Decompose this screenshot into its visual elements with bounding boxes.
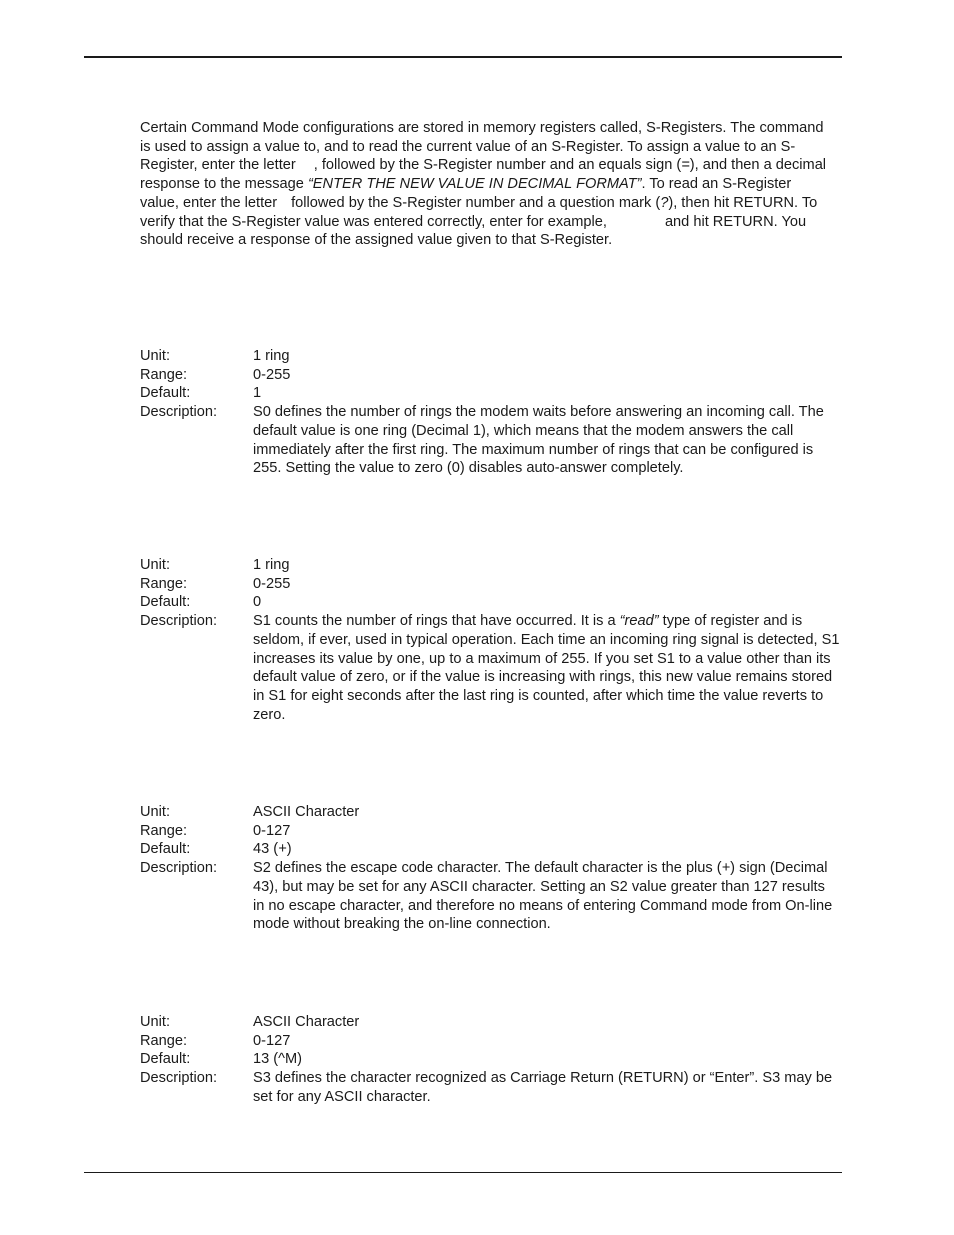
range-value: 0-255 <box>253 366 291 383</box>
header-rule <box>84 56 842 58</box>
footer-rule <box>84 1172 842 1173</box>
unit-value: 1 ring <box>253 557 290 573</box>
default-value: 1 <box>253 385 262 402</box>
default-value: 0 <box>253 594 262 611</box>
description-label: Description: <box>140 860 218 877</box>
register-s2 <box>140 803 840 934</box>
unit-label: Unit: <box>140 804 171 820</box>
default-value: 43 (+) <box>253 841 292 858</box>
range-label: Range: <box>140 822 188 839</box>
default-value: 13 (^M) <box>253 1051 303 1068</box>
default-label: Default: <box>140 385 191 402</box>
description-text: S3 defines the character recognized as Carriage Return (RETURN) or “Enter”. S3 may be set for any ASCII character. <box>253 1070 833 1105</box>
range-value: 0-127 <box>253 1032 291 1049</box>
range-value: 0-255 <box>253 575 291 592</box>
default-label: Default: <box>140 1051 191 1068</box>
range-label: Range: <box>140 1032 188 1049</box>
description-label: Description: <box>140 404 218 421</box>
description-text: S0 defines the number of rings the modem waits before answering an incoming call. The default value is one ring (Decimal 1), which means that the modem answers the call immediately after the first ring. The maximum number of rings that can be configured is 255. Setting the value to zero (0) disables auto-answer completely. <box>253 404 824 477</box>
register-s0 <box>140 347 840 478</box>
range-label: Range: <box>140 575 188 592</box>
description-label: Description: <box>140 1070 218 1087</box>
unit-value: ASCII Character <box>253 804 360 820</box>
register-s3 <box>140 1013 840 1107</box>
unit-label: Unit: <box>140 348 171 364</box>
unit-value: 1 ring <box>253 348 290 364</box>
description-text: S2 defines the escape code character. The default character is the plus (+) sign (Decimal 43), but may be set for any ASCII character. Setting an S2 value greater than 127 results in no escape character, and therefore no means of entering Command mode from On-line mode without breaking the on-line connection. <box>253 860 833 933</box>
unit-label: Unit: <box>140 1014 171 1030</box>
range-value: 0-127 <box>253 822 291 839</box>
default-label: Default: <box>140 841 191 858</box>
unit-label: Unit: <box>140 557 171 573</box>
unit-value: ASCII Character <box>253 1014 360 1030</box>
default-label: Default: <box>140 594 191 611</box>
intro-paragraph: Certain Command Mode configurations are stored in memory registers called, S-Registers. The command is used to assign a value to, and to read the current value of an S-Register. To assign a value to an S-Register, enter the letter , followed by the S-Register number and an equals sign (=), and then a decimal response to the message “ENTER THE NEW VALUE IN DECIMAL FORMAT”. To read an S-Register value, enter the letter followed by the S-Register number and a question mark (?), then hit RETURN. To verify that the S-Register value was entered correctly, enter for example, and hit RETURN. You should receive a response of the assigned value given to that S-Register. <box>140 120 827 249</box>
description-label: Description: <box>140 613 218 630</box>
range-label: Range: <box>140 366 188 383</box>
register-s1 <box>140 556 840 724</box>
description-text: S1 counts the number of rings that have occurred. It is a “read” type of register and is seldom, if ever, used in typical operation. Each time an incoming ring signal is detected, S1 increases its value by one, up to a maximum of 255. If you set S1 to a value other than its default value of zero, or if the value is increasing with rings, this new value remains stored in S1 for eight seconds after the last ring is counted, after which time the value reverts to zero. <box>253 613 840 723</box>
